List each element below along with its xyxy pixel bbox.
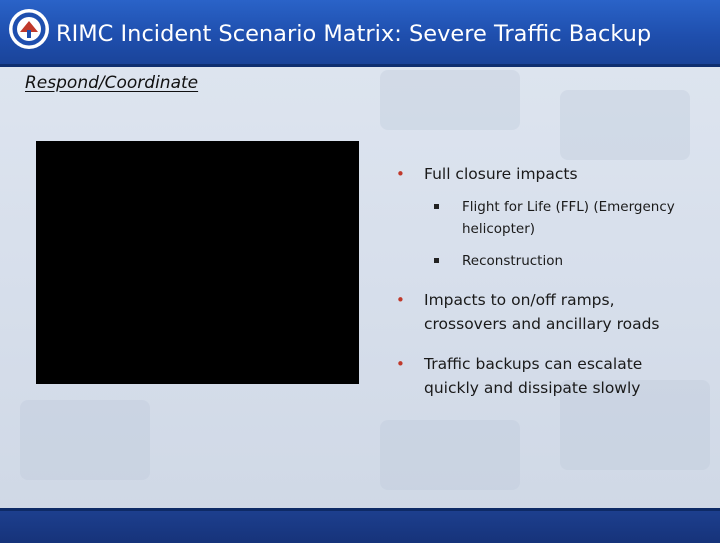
section-subtitle: Respond/Coordinate (25, 73, 199, 93)
sub-bullet-item (396, 196, 696, 240)
bullet-dot-icon: • (396, 355, 405, 373)
state-dot-logo-icon (8, 8, 50, 50)
bullet-item (396, 352, 696, 400)
square-bullet-icon (434, 204, 439, 209)
sub-bullet-item (396, 250, 696, 272)
square-bullet-icon (434, 258, 439, 263)
slide-footer (0, 508, 720, 543)
slide-header (0, 0, 720, 67)
bullet-dot-icon: • (396, 291, 405, 309)
slide-title: RIMC Incident Scenario Matrix: Severe Traffic Backup (56, 21, 652, 47)
background-car (380, 70, 520, 130)
sub-bullet-text: Flight for Life (FFL) (Emergency helicopter) (462, 199, 675, 237)
bullet-dot-icon: • (396, 165, 405, 183)
bullet-item (396, 288, 696, 336)
background-car (20, 400, 150, 480)
bullet-list (396, 162, 696, 410)
background-car (560, 90, 690, 160)
sub-bullet-text: Reconstruction (462, 253, 564, 269)
bullet-item (396, 162, 696, 186)
video-placeholder[interactable] (36, 141, 359, 384)
bullet-text: Full closure impacts (424, 165, 578, 183)
bullet-text: Impacts to on/off ramps, crossovers and ancillary roads (424, 291, 660, 333)
background-car (380, 420, 520, 490)
bullet-text: Traffic backups can escalate quickly and dissipate slowly (424, 355, 643, 397)
